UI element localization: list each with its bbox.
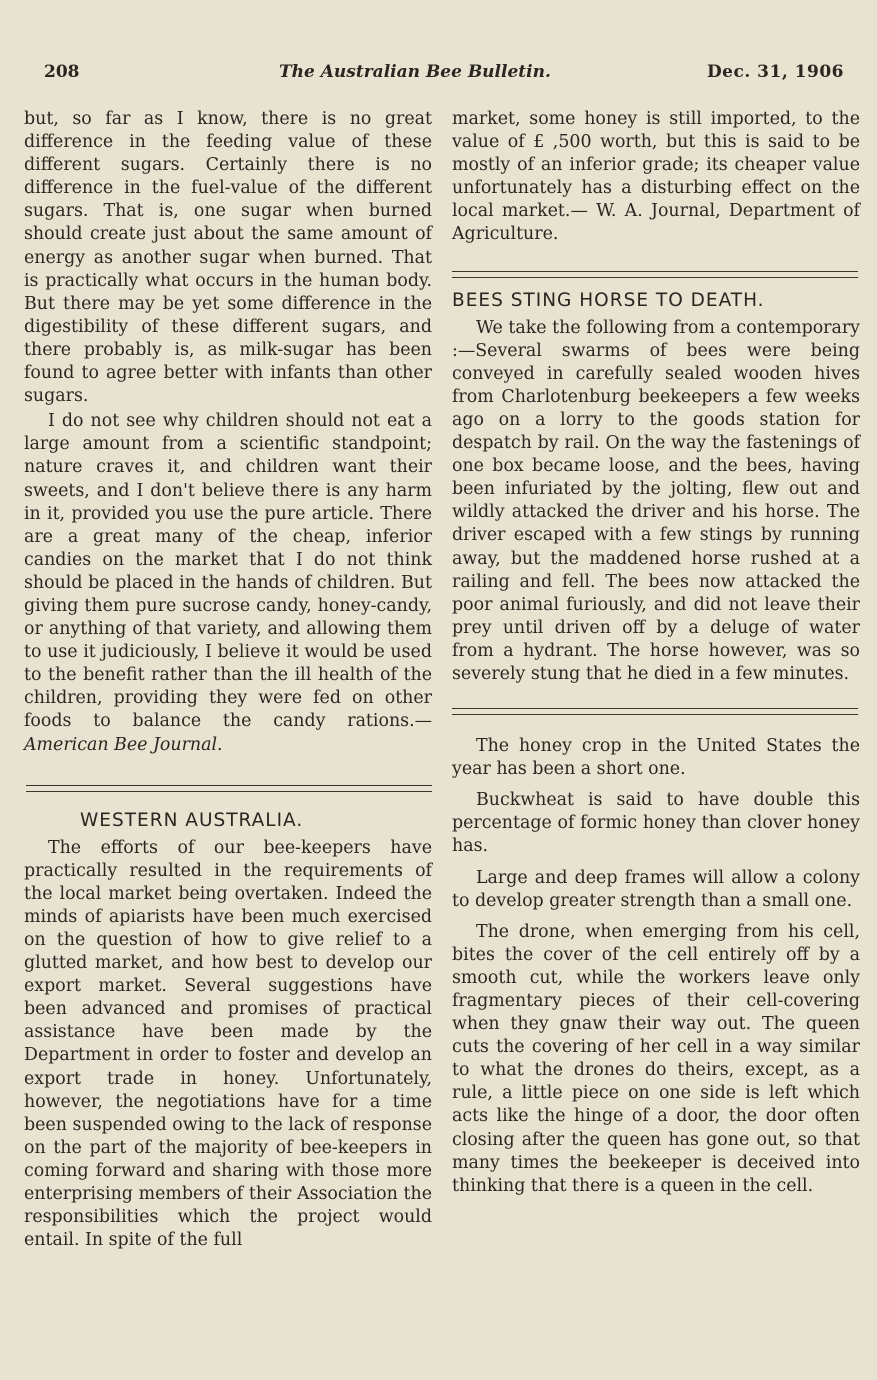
left-paragraph-2-source: American Bee Journal. (24, 734, 223, 755)
left-column (24, 108, 432, 1252)
right-paragraph-3: The honey crop in the United States the year has been a short one. (452, 736, 860, 780)
right-paragraph-5: Large and deep frames will allow a colony to develop greater strength than a small one. (452, 867, 860, 911)
section-divider (26, 785, 432, 792)
page-number: 208 (44, 62, 80, 82)
right-paragraph-1: market, some honey is still imported, to the value of £ ,500 worth, but this is said to be mostly of an inferior grade; its cheaper value unfortunately has a disturbing effect on the local market.— W. A. Journal, Department of Agriculture. (452, 109, 860, 245)
issue-date: Dec. 31, 1906 (706, 62, 844, 82)
left-paragraph-1: but, so far as I know, there is no great difference in the feeding value of these different sugars. Certainly there is no difference in the fuel-value of the different sugars. That is, one sugar when burned should create just about the same amount of energy as another sugar when burned. That is practically what occurs in the human body. But there may be yet some difference in the digestibility of these different sugars, and there probably is, as milk-sugar has been found to agree better with infants than other sugars. (24, 109, 432, 407)
page-header (44, 62, 844, 88)
left-paragraph-2 (24, 410, 432, 756)
right-paragraph-2: We take the following from a contemporary :—Several swarms of bees were being conveyed in carefully sealed wooden hives from Charlotenburg beekeepers a few weeks ago on a lorry to the goods station for despatch by rail. On the way the fastenings of one box became loose, and the bees, having been infuriated by the jolting, flew out and wildly attacked the driver and his horse. The driver escaped with a few stings by running away, but the maddened horse rushed at a railing and fell. The bees now attacked the poor animal furiously, and did not leave their prey until driven off by a deluge of water from a hydrant. The horse however, was so severely stung that he died in a few minutes. (452, 317, 860, 684)
section-divider (452, 271, 858, 278)
right-paragraph-6: The drone, when emerging from his cell, bites the cover of the cell entirely off by a smooth cut, while the workers leave only fragmentary pieces of their cell-covering when they gnaw their way out. The queen cuts the covering of her cell in a way similar to what the drones do theirs, except, as a rule, a little piece on one side is left which acts like the hinge of a door, the door often closing after the queen has gone out, so that many times the beekeeper is deceived into thinking that there is a queen in the cell. (452, 921, 860, 1196)
left-paragraph-2-text: I do not see why children should not eat a large amount from a scientific standpoint; nature craves it, and children want their sweets, and I don't believe there is any harm in it, provided you use the pure article. There are a great many of the cheap, inferior candies on the market that I do not think should be placed in the hands of children. But giving them pure sucrose candy, honey-candy, or anything of that variety, and allowing them to use it judiciously, I believe it would be used to the benefit rather than the ill health of the children, providing they were fed on other foods to balance the candy rations.— (24, 411, 432, 732)
right-column (452, 108, 860, 1198)
publication-title: The Australian Bee Bulletin. (279, 62, 551, 82)
right-paragraph-4: Buckwheat is said to have double this percentage of formic honey than clover honey has. (452, 790, 860, 857)
section-heading-bees-sting-horse: BEES STING HORSE TO DEATH. (452, 289, 765, 311)
section-heading-western-australia: WESTERN AUSTRALIA. (80, 809, 304, 831)
section-divider (452, 708, 858, 715)
left-paragraph-3: The efforts of our bee-keepers have practically resulted in the requirements of the local market being overtaken. Indeed the minds of apiarists have been much exercised on the question of how to give relief to a glutted market, and how best to develop our export market. Several suggestions have been advanced and promises of practical assistance have been made by the Department in order to foster and develop an export trade in honey. Unfortunately, however, the negotiations have for a time been suspended owing to the lack of response on the part of the majority of bee-keepers in coming forward and sharing with those more enterprising members of their Association the responsibilities which the project would entail. In spite of the full (24, 837, 432, 1251)
